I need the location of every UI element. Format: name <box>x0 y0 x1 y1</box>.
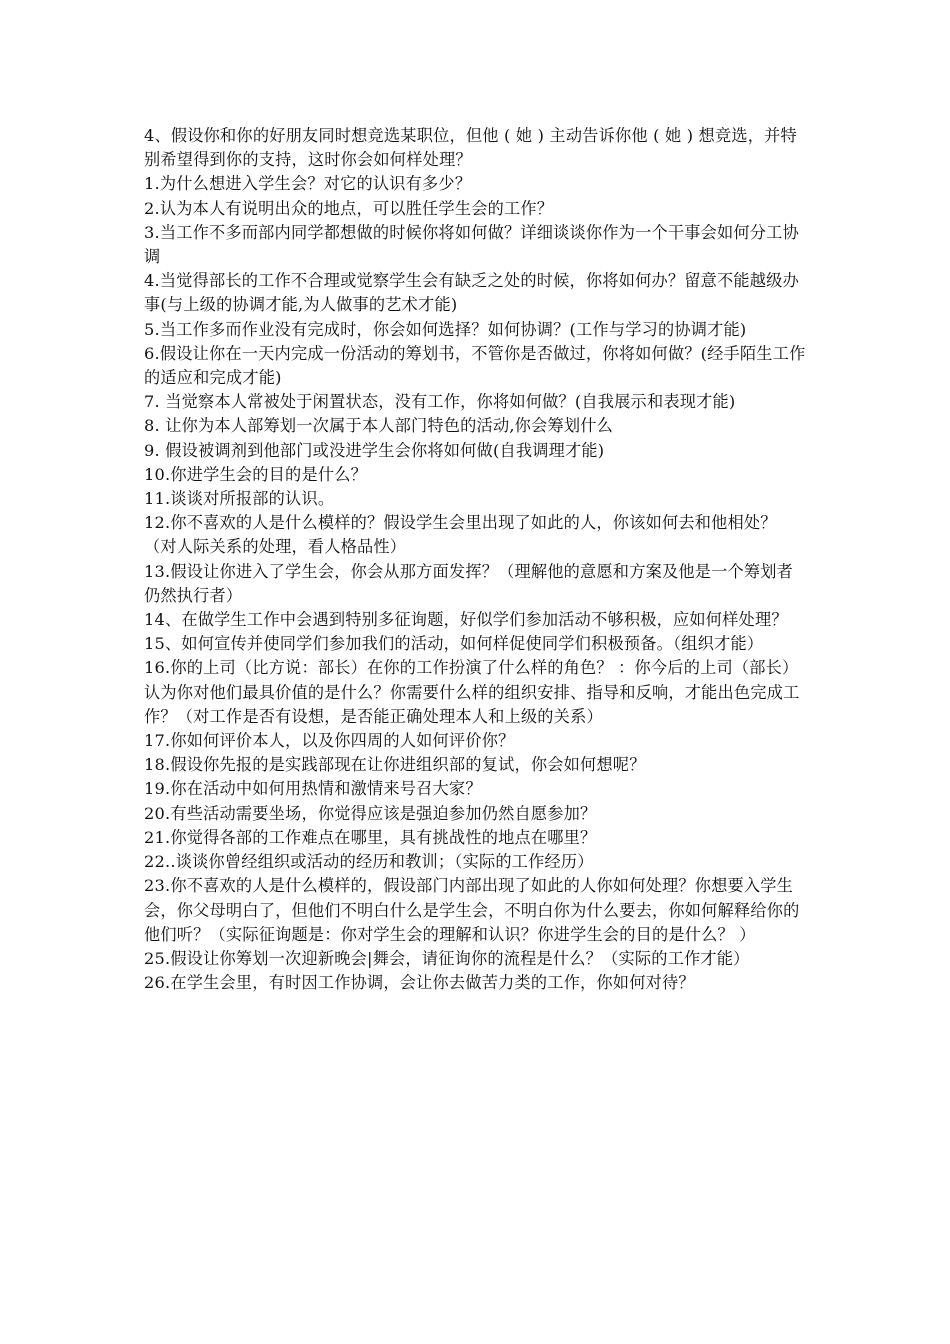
paragraph-q25: 25.假设让你筹划一次迎新晚会|舞会，请征询你的流程是什么？（实际的工作才能） <box>144 948 750 968</box>
paragraph-q1: 1.为什么想进入学生会？对它的认识有多少？ <box>144 174 472 194</box>
paragraph-q18: 18.假设你先报的是实践部现在让你进组织部的复试，你会如何想呢？ <box>144 755 646 775</box>
paragraph-q11: 11.谈谈对所报部的认识。 <box>144 489 335 509</box>
paragraph-q10: 10.你进学生会的目的是什么？ <box>144 464 367 484</box>
paragraph-q23: 23.你不喜欢的人是什么模样的，假设部门内部出现了如此的人你如何处理？你想要入学生会，你父母明白了，但他们不明白什么是学生会，不明白你为什么要去，你如何解释给你的他们听？（实际征询题是：你对学生会的理解和认识？你进学生会的目的是什么？ ） <box>144 876 800 944</box>
paragraph-q13: 13.假设让你进入了学生会，你会从那方面发挥？（理解他的意愿和方案及他是一个筹划者仍然执行者） <box>144 561 794 605</box>
paragraph-q4-election: 4、假设你和你的好朋友同时想竞选某职位，但他 ( 她 ) 主动告诉你他 ( 她 ) 想竞选，并特别希望得到你的支持，这时你会如何样处理？ <box>144 126 797 170</box>
paragraph-q5: 5.当工作多而作业没有完成时，你会如何选择？如何协调？(工作与学习的协调才能) <box>144 319 747 339</box>
paragraph-q2: 2.认为本人有说明出众的地点，可以胜任学生会的工作？ <box>144 198 554 218</box>
paragraph-q3: 3.当工作不多而部内同学都想做的时候你将如何做？详细谈谈你作为一个干事会如何分工协调 <box>144 222 799 267</box>
paragraph-q21: 21.你觉得各部的工作难点在哪里，具有挑战性的地点在哪里？ <box>144 827 597 847</box>
paragraph-q4: 4.当觉得部长的工作不合理或觉察学生会有缺乏之处的时候，你将如何办？留意不能越级办事(与上级的协调才能,为人做事的艺术才能) <box>144 271 799 315</box>
paragraph-q6: 6.假设让你在一天内完成一份活动的筹划书，不管你是否做过，你将如何做？(经手陌生工作的适应和完成才能) <box>144 343 806 388</box>
paragraph-q17: 17.你如何评价本人，以及你四周的人如何评价你？ <box>144 731 515 751</box>
paragraph-q14: 14、在做学生工作中会遇到特别多征询题，好似学们参加活动不够积极，应如何样处理？ <box>144 610 788 630</box>
paragraph-q8: 8. 让你为本人部筹划一次属于本人部门特色的活动,你会筹划什么 <box>144 416 613 436</box>
paragraph-q12: 12.你不喜欢的人是什么模样的？假设学生会里出现了如此的人，你该如何去和他相处？（对人际关系的处理，看人格品性） <box>144 513 777 557</box>
paragraph-q19: 19.你在活动中如何用热情和激情来号召大家？ <box>144 779 482 799</box>
paragraph-q26: 26.在学生会里，有时因工作协调，会让你去做苦力类的工作，你如何对待？ <box>144 973 695 993</box>
paragraph-q7: 7. 当觉察本人常被处于闲置状态，没有工作，你将如何做？(自我展示和表现才能) <box>144 392 736 412</box>
paragraph-q16: 16.你的上司（比方说：部长）在你的工作扮演了什么样的角色？ ：你今后的上司（部长） 认为你对他们最具价值的是什么？你需要什么样的组织安排、指导和反响，才能出色完成工作？（对工作是否有设想，是否能正确处理本人和上级的关系） <box>144 658 800 726</box>
paragraph-q15: 15、如何宣传并使同学们参加我们的活动，如何样促使同学们积极预备。（组织才能） <box>144 634 764 654</box>
document-body <box>144 124 808 995</box>
paragraph-q20: 20.有些活动需要坐场，你觉得应该是强迫参加仍然自愿参加？ <box>144 803 597 823</box>
paragraph-q22: 22..谈谈你曾经组织或活动的经历和教训；（实际的工作经历） <box>144 852 594 872</box>
paragraph-q9: 9. 假设被调剂到他部门或没进学生会你将如何做(自我调理才能) <box>144 440 605 460</box>
